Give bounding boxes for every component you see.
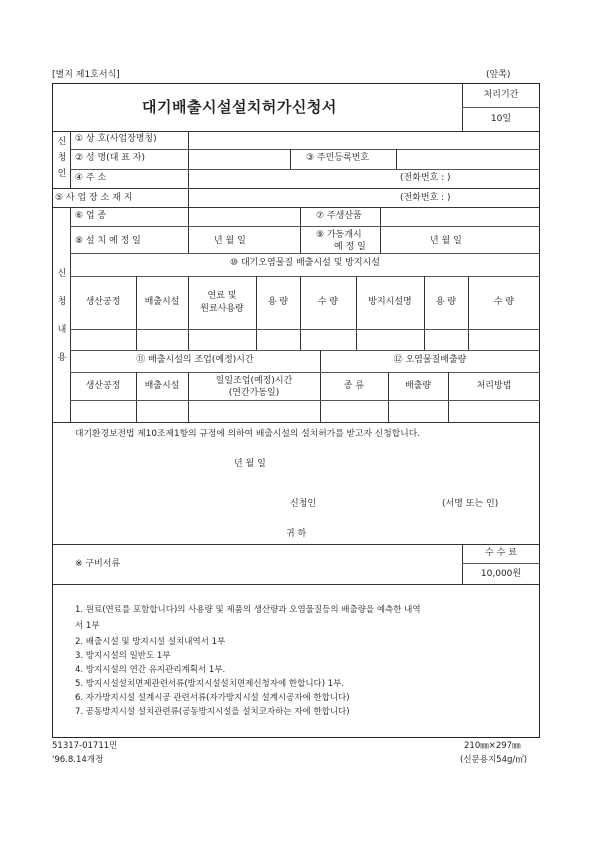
col-fuel-usage-2: 원료사용량 (200, 304, 244, 314)
col-prevention-facility: 방지시설명 (368, 297, 412, 307)
col-production-process: 생산공정 (85, 297, 121, 307)
applicant-label-3: 인 (57, 169, 67, 179)
page-side: (앞쪽) (486, 70, 511, 80)
application-date: 년 월 일 (234, 459, 266, 469)
fee-label: 수 수 료 (485, 548, 517, 558)
processing-period-label: 처리기간 (483, 90, 519, 100)
document-item-3: 3. 방지시설의 일반도 1부 (75, 651, 171, 661)
pollutant-col-type: 종 류 (343, 381, 365, 391)
site-location-label: ⑤ 사 업 장 소 재 지 (55, 193, 133, 203)
document-item-2: 2. 배출시설 및 방지시설 설치내역서 1부 (75, 637, 226, 647)
hours-col-facility: 배출시설 (144, 381, 180, 391)
emission-facilities-heading: ⑩ 대기오염물질 배출시설 및 방지시설 (230, 258, 380, 268)
address-label: ④ 주 소 (75, 173, 107, 183)
operation-start-label-2: 예 정 일 (334, 242, 366, 252)
col-prevention-capacity: 용 량 (435, 297, 457, 307)
representative-name-label: ② 성 명(대 표 자) (75, 153, 146, 163)
document-item-7: 7. 공동방지시설 설치관련류(공동방지시설을 설치코자하는 자에 한합니다) (75, 707, 350, 717)
operating-hours-heading: ⑪ 배출시설의 조업(예정)시간 (136, 355, 254, 365)
signature-hint: (서명 또는 인) (442, 499, 499, 509)
resident-number-label: ③ 주민등록번호 (306, 153, 370, 163)
required-documents-label: ※ 구비서류 (75, 559, 121, 569)
hours-col-daily: 일일조업(예정)시간 (215, 376, 293, 386)
form-title: 대기배출시설설치허가신청서 (142, 98, 337, 116)
pollutant-emission-heading: ⑫ 오염물질배출량 (393, 355, 467, 365)
content-label-1: 신 (57, 269, 67, 279)
main-product-label: ⑦ 주생산품 (316, 211, 362, 221)
processing-period-value: 10일 (490, 114, 512, 124)
content-label-2: 청 (57, 297, 67, 307)
hours-col-annual: (연간가동일) (228, 388, 280, 398)
paper-type: (신문용지54g/㎡) (460, 755, 528, 765)
content-label-3: 내 (57, 325, 67, 335)
install-date-label: ⑧ 설 치 예 정 일 (75, 236, 141, 246)
col-prevention-quantity: 수 량 (493, 297, 515, 307)
hours-col-process: 생산공정 (85, 381, 121, 391)
document-item-4: 4. 방지시설의 연간 유지관리계획서 1부. (75, 665, 226, 675)
fee-value: 10,000원 (480, 569, 522, 579)
applicant-signature-label: 신청인 (290, 499, 317, 509)
document-item-1-cont: 서 1부 (75, 621, 100, 631)
applicant-label-1: 신 (57, 137, 67, 147)
company-name-label: ① 상 호(사업장명칭) (75, 134, 157, 144)
pollutant-col-method: 처리방법 (476, 381, 512, 391)
applicant-label-2: 청 (57, 153, 67, 163)
paper-size: 210㎜×297㎜ (464, 741, 521, 751)
col-fuel-usage-1: 연료 및 (207, 291, 237, 301)
recipient-label: 귀 하 (286, 529, 307, 539)
install-date-ymd: 년 월 일 (214, 236, 246, 246)
form-code: 51317-01711민 (52, 741, 118, 751)
pollutant-col-amount: 배출량 (404, 381, 432, 391)
industry-label: ⑥ 업 종 (75, 211, 107, 221)
revision-date: '96.8.14개정 (52, 755, 104, 765)
col-capacity: 용 량 (267, 297, 289, 307)
col-quantity: 수 량 (317, 297, 339, 307)
operation-start-label: ⑨ 가동개시 (316, 230, 362, 240)
form-number: [별지 제1호서식] (52, 70, 120, 80)
declaration-text: 대기환경보전법 제10조제1항의 규정에 의하여 배출시설의 설치허가를 받고자 신청합니다. (75, 429, 421, 439)
address-phone-hint: (전화번호 : ) (400, 173, 451, 183)
document-item-6: 6. 자가방지시설 설계시공 관련서류(자가방지시설 설계시공자에 한합니다) (75, 693, 350, 703)
document-item-1: 1. 원료(연료를 포함합니다)의 사용량 및 제품의 생산량과 오염물질등의 배출량을 예측한 내역 (75, 605, 421, 615)
operation-start-ymd: 년 월 일 (430, 236, 462, 246)
site-phone-hint: (전화번호 : ) (400, 193, 451, 203)
document-item-5: 5. 방지시설설치면제관련서류(방지시설설치면제신청자에 한합니다) 1부. (75, 679, 345, 689)
col-emission-facility: 배출시설 (144, 297, 180, 307)
content-label-4: 용 (57, 353, 67, 363)
